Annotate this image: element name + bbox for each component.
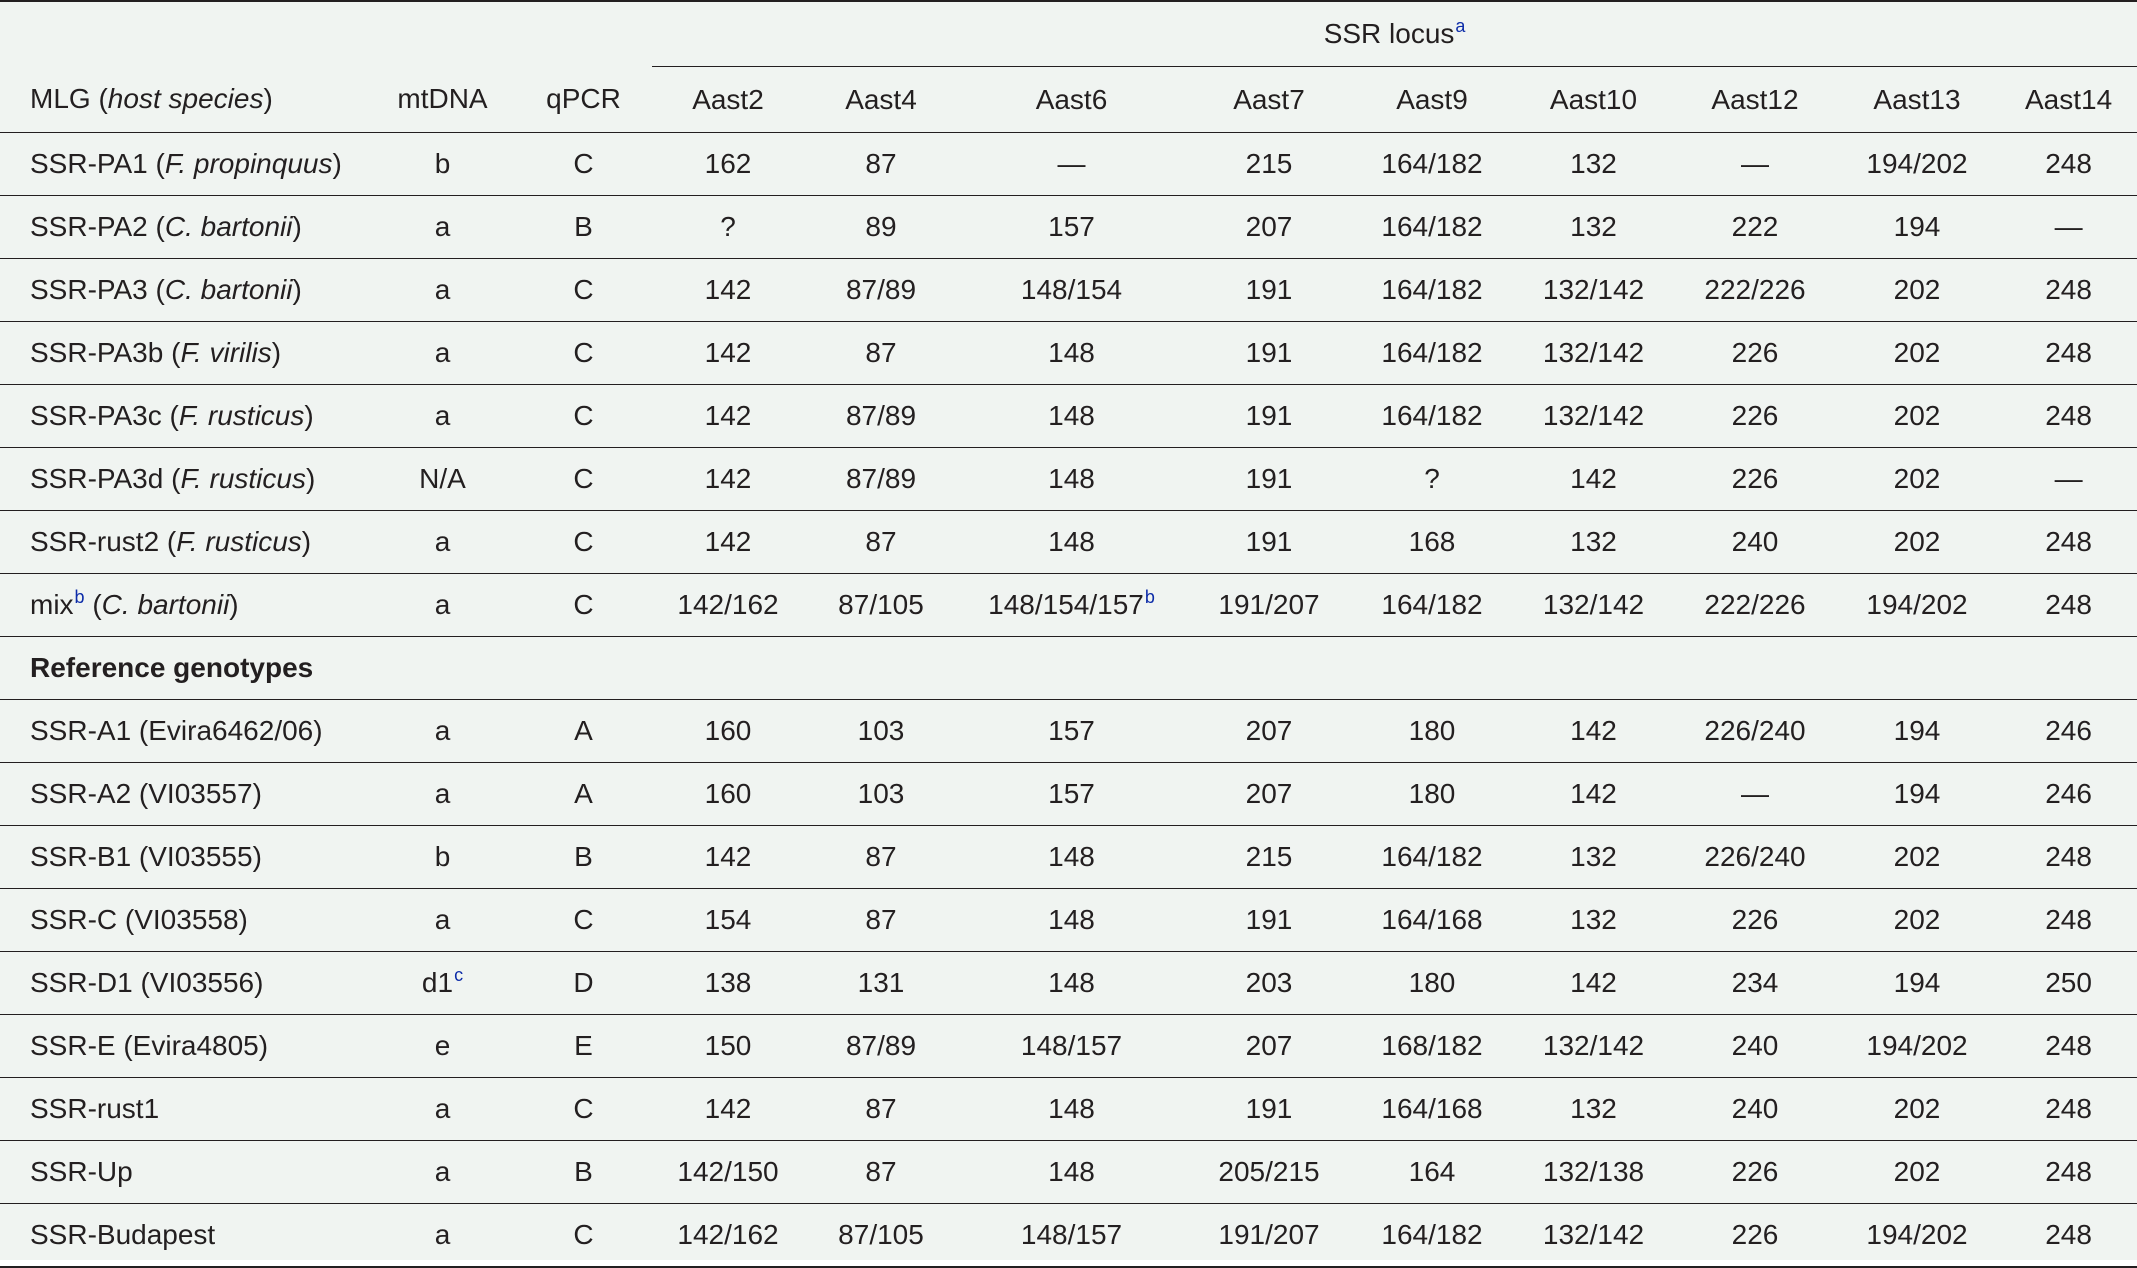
allele-cell: 180 bbox=[1353, 700, 1511, 763]
locus-header: Aast10 bbox=[1511, 67, 1676, 133]
allele-cell: 132/142 bbox=[1511, 574, 1676, 637]
allele-cell: 226/240 bbox=[1676, 826, 1834, 889]
mlg-cell: SSR-PA3d (F. rusticus) bbox=[0, 448, 370, 511]
qpcr-column-header: qPCR bbox=[515, 67, 652, 133]
allele-cell: 154 bbox=[652, 889, 804, 952]
allele-cell: 132 bbox=[1511, 196, 1676, 259]
allele-cell: 246 bbox=[2000, 763, 2137, 826]
table-body bbox=[0, 133, 2137, 1268]
allele-cell: 132 bbox=[1511, 511, 1676, 574]
allele-cell: 248 bbox=[2000, 889, 2137, 952]
table-row bbox=[0, 385, 2137, 448]
allele-cell: 226 bbox=[1676, 889, 1834, 952]
table-row bbox=[0, 826, 2137, 889]
allele-cell: 191 bbox=[1185, 448, 1353, 511]
allele-cell: 162 bbox=[652, 133, 804, 196]
mlg-name: SSR-A2 (VI03557) bbox=[30, 778, 262, 809]
allele-cell: 164 bbox=[1353, 1141, 1511, 1204]
allele-value: 148/154/157 bbox=[988, 589, 1144, 620]
allele-cell: 142 bbox=[1511, 448, 1676, 511]
mtdna-cell bbox=[370, 259, 515, 322]
allele-cell: 164/182 bbox=[1353, 322, 1511, 385]
host-species: F. propinquus bbox=[164, 148, 333, 179]
allele-cell: 142 bbox=[652, 385, 804, 448]
allele-cell: 87 bbox=[804, 133, 958, 196]
mlg-cell bbox=[0, 700, 370, 763]
allele-cell: — bbox=[1676, 133, 1834, 196]
mlg-name: SSR-rust1 bbox=[30, 1093, 160, 1124]
allele-cell: 148 bbox=[958, 511, 1185, 574]
allele-cell: 248 bbox=[2000, 133, 2137, 196]
allele-cell: 142/150 bbox=[652, 1141, 804, 1204]
qpcr-cell: D bbox=[515, 952, 652, 1015]
allele-cell: 248 bbox=[2000, 1078, 2137, 1141]
allele-cell: 132 bbox=[1511, 826, 1676, 889]
allele-cell bbox=[958, 574, 1185, 637]
qpcr-cell: C bbox=[515, 448, 652, 511]
allele-cell: 226 bbox=[1676, 1141, 1834, 1204]
allele-cell: 142 bbox=[1511, 763, 1676, 826]
mtdna-cell: a bbox=[370, 574, 515, 637]
mlg-cell bbox=[0, 889, 370, 952]
allele-cell: 207 bbox=[1185, 700, 1353, 763]
host-species: C. bartonii bbox=[164, 211, 293, 242]
allele-cell: 191/207 bbox=[1185, 574, 1353, 637]
qpcr-cell: C bbox=[515, 889, 652, 952]
mlg-name: SSR-Up bbox=[30, 1156, 133, 1187]
qpcr-cell: B bbox=[515, 826, 652, 889]
allele-cell: 142 bbox=[1511, 700, 1676, 763]
mtdna-value: a bbox=[434, 715, 451, 746]
mlg-cell: SSR-PA1 (F. propinquus) bbox=[0, 133, 370, 196]
allele-cell: 226 bbox=[1676, 1204, 1834, 1268]
mtdna-cell bbox=[370, 1078, 515, 1141]
mlg-cell: SSR-PA3 (C. bartonii) bbox=[0, 259, 370, 322]
mlg-cell bbox=[0, 952, 370, 1015]
allele-cell: 148 bbox=[958, 1078, 1185, 1141]
mtdna-cell bbox=[370, 385, 515, 448]
allele-cell: 202 bbox=[1834, 826, 2000, 889]
table-row-mix bbox=[0, 574, 2137, 637]
allele-cell: 202 bbox=[1834, 448, 2000, 511]
allele-cell: 148 bbox=[958, 952, 1185, 1015]
allele-cell: 248 bbox=[2000, 574, 2137, 637]
mlg-cell bbox=[0, 1204, 370, 1268]
qpcr-cell: C bbox=[515, 385, 652, 448]
mtdna-cell bbox=[370, 1015, 515, 1078]
mlg-cell bbox=[0, 1141, 370, 1204]
allele-cell: 240 bbox=[1676, 511, 1834, 574]
mlg-name: SSR-PA3 bbox=[30, 274, 148, 305]
allele-cell: ? bbox=[1353, 448, 1511, 511]
allele-cell: 148 bbox=[958, 889, 1185, 952]
allele-cell: 207 bbox=[1185, 196, 1353, 259]
allele-cell: 226 bbox=[1676, 322, 1834, 385]
allele-cell: 157 bbox=[958, 196, 1185, 259]
allele-cell: 87/89 bbox=[804, 448, 958, 511]
mlg-cell: SSR-PA2 (C. bartonii) bbox=[0, 196, 370, 259]
mtdna-value: a bbox=[434, 526, 451, 557]
allele-cell: 150 bbox=[652, 1015, 804, 1078]
allele-cell: 194 bbox=[1834, 952, 2000, 1015]
allele-cell: 248 bbox=[2000, 511, 2137, 574]
qpcr-cell: E bbox=[515, 1015, 652, 1078]
mlg-cell bbox=[0, 763, 370, 826]
table-row bbox=[0, 511, 2137, 574]
allele-cell: 132/142 bbox=[1511, 1204, 1676, 1268]
locus-header: Aast2 bbox=[652, 67, 804, 133]
allele-cell: 248 bbox=[2000, 1015, 2137, 1078]
mtdna-cell bbox=[370, 889, 515, 952]
mlg-name: SSR-Budapest bbox=[30, 1219, 216, 1250]
locus-header: Aast13 bbox=[1834, 67, 2000, 133]
allele-cell: 194/202 bbox=[1834, 574, 2000, 637]
reference-genotypes-heading: Reference genotypes bbox=[0, 637, 2137, 700]
mlg-name: SSR-C (VI03558) bbox=[30, 904, 248, 935]
allele-cell: 103 bbox=[804, 700, 958, 763]
allele-cell: 246 bbox=[2000, 700, 2137, 763]
mtdna-value: a bbox=[434, 274, 451, 305]
allele-cell: 148 bbox=[958, 1141, 1185, 1204]
locus-header: Aast14 bbox=[2000, 67, 2137, 133]
mtdna-cell bbox=[370, 1204, 515, 1268]
table-row bbox=[0, 1015, 2137, 1078]
allele-cell: 164/182 bbox=[1353, 196, 1511, 259]
mlg-name: SSR-PA3d bbox=[30, 463, 164, 494]
allele-cell: 226 bbox=[1676, 385, 1834, 448]
allele-cell: 132 bbox=[1511, 889, 1676, 952]
allele-cell: 222/226 bbox=[1676, 574, 1834, 637]
mlg-name: SSR-D1 (VI03556) bbox=[30, 967, 264, 998]
qpcr-cell: B bbox=[515, 1141, 652, 1204]
allele-cell: — bbox=[2000, 196, 2137, 259]
allele-cell: 87/105 bbox=[804, 1204, 958, 1268]
allele-cell: 202 bbox=[1834, 511, 2000, 574]
mlg-cell: SSR-PA3c (F. rusticus) bbox=[0, 385, 370, 448]
allele-cell: ? bbox=[652, 196, 804, 259]
table-row bbox=[0, 1078, 2137, 1141]
allele-cell: 164/182 bbox=[1353, 133, 1511, 196]
allele-cell: 142 bbox=[652, 448, 804, 511]
allele-cell: 142 bbox=[652, 259, 804, 322]
allele-cell: 191 bbox=[1185, 1078, 1353, 1141]
locus-header: Aast7 bbox=[1185, 67, 1353, 133]
mtdna-value: N/A bbox=[419, 463, 466, 494]
allele-cell: 207 bbox=[1185, 1015, 1353, 1078]
mtdna-value: a bbox=[434, 904, 451, 935]
allele-cell: — bbox=[1676, 763, 1834, 826]
allele-cell: 142 bbox=[652, 511, 804, 574]
allele-cell: 87/89 bbox=[804, 385, 958, 448]
table-row bbox=[0, 259, 2137, 322]
allele-cell: 191 bbox=[1185, 259, 1353, 322]
allele-cell: 87 bbox=[804, 511, 958, 574]
mtdna-cell bbox=[370, 511, 515, 574]
mlg-name: mix bbox=[30, 589, 74, 620]
mlg-cell bbox=[0, 1015, 370, 1078]
host-species: F. rusticus bbox=[176, 526, 302, 557]
host-species: F. rusticus bbox=[178, 400, 305, 431]
allele-cell: 248 bbox=[2000, 322, 2137, 385]
allele-cell: 148/157 bbox=[958, 1015, 1185, 1078]
host-species-label: host species bbox=[107, 83, 264, 115]
allele-cell: 138 bbox=[652, 952, 804, 1015]
allele-cell: 132/138 bbox=[1511, 1141, 1676, 1204]
mlg-name: SSR-E (Evira4805) bbox=[30, 1030, 269, 1061]
host-species: F. virilis bbox=[180, 337, 272, 368]
allele-cell: 191 bbox=[1185, 322, 1353, 385]
mlg-cell bbox=[0, 826, 370, 889]
allele-cell: 87 bbox=[804, 889, 958, 952]
table-row bbox=[0, 700, 2137, 763]
mtdna-value: b bbox=[434, 148, 451, 179]
allele-cell: 194 bbox=[1834, 196, 2000, 259]
allele-cell: 157 bbox=[958, 763, 1185, 826]
allele-cell: 202 bbox=[1834, 259, 2000, 322]
mtdna-value: b bbox=[434, 841, 451, 872]
allele-cell: 168/182 bbox=[1353, 1015, 1511, 1078]
allele-cell: 142 bbox=[652, 1078, 804, 1141]
allele-cell: 87/89 bbox=[804, 1015, 958, 1078]
allele-cell: 215 bbox=[1185, 826, 1353, 889]
mtdna-value: a bbox=[434, 400, 451, 431]
mtdna-cell bbox=[370, 826, 515, 889]
allele-cell: 240 bbox=[1676, 1078, 1834, 1141]
allele-cell: 148/157 bbox=[958, 1204, 1185, 1268]
allele-cell: 87 bbox=[804, 1078, 958, 1141]
mtdna-value: a bbox=[434, 1156, 451, 1187]
mtdna-cell bbox=[370, 322, 515, 385]
section-row bbox=[0, 637, 2137, 700]
allele-cell: 164/182 bbox=[1353, 826, 1511, 889]
table-row bbox=[0, 889, 2137, 952]
mlg-name: SSR-PA3c bbox=[30, 400, 162, 431]
allele-cell: 194/202 bbox=[1834, 1015, 2000, 1078]
mlg-name: SSR-PA2 bbox=[30, 211, 148, 242]
allele-cell: 148 bbox=[958, 448, 1185, 511]
allele-cell: 215 bbox=[1185, 133, 1353, 196]
allele-cell: 87/89 bbox=[804, 259, 958, 322]
allele-cell: 164/182 bbox=[1353, 1204, 1511, 1268]
allele-cell: 248 bbox=[2000, 1141, 2137, 1204]
mlg-label: MLG bbox=[30, 83, 91, 115]
qpcr-cell: A bbox=[515, 700, 652, 763]
table-row bbox=[0, 763, 2137, 826]
allele-cell: 194/202 bbox=[1834, 1204, 2000, 1268]
allele-cell: 164/182 bbox=[1353, 385, 1511, 448]
qpcr-cell: A bbox=[515, 763, 652, 826]
allele-cell: 191 bbox=[1185, 889, 1353, 952]
allele-cell: 164/168 bbox=[1353, 889, 1511, 952]
footnote-b[interactable]: b bbox=[74, 587, 85, 607]
allele-cell: 132/142 bbox=[1511, 322, 1676, 385]
allele-cell: — bbox=[2000, 448, 2137, 511]
allele-cell: 148/154 bbox=[958, 259, 1185, 322]
allele-cell: 205/215 bbox=[1185, 1141, 1353, 1204]
allele-cell: 180 bbox=[1353, 952, 1511, 1015]
allele-cell: 222/226 bbox=[1676, 259, 1834, 322]
allele-cell: 148 bbox=[958, 322, 1185, 385]
allele-cell: 226/240 bbox=[1676, 700, 1834, 763]
allele-cell: 142/162 bbox=[652, 1204, 804, 1268]
mlg-cell: mix$^b$ (C. bartonii) bbox=[0, 574, 370, 637]
mtdna-value: a bbox=[434, 1093, 451, 1124]
qpcr-cell: C bbox=[515, 511, 652, 574]
allele-cell: 202 bbox=[1834, 385, 2000, 448]
mtdna-cell bbox=[370, 196, 515, 259]
allele-cell: 194/202 bbox=[1834, 133, 2000, 196]
allele-cell: 142 bbox=[652, 826, 804, 889]
allele-cell: 103 bbox=[804, 763, 958, 826]
mlg-column-header: MLG (host species) bbox=[0, 67, 370, 133]
allele-cell: 202 bbox=[1834, 889, 2000, 952]
allele-cell: 168 bbox=[1353, 511, 1511, 574]
mlg-name: SSR-PA1 bbox=[30, 148, 148, 179]
allele-cell: 164/182 bbox=[1353, 574, 1511, 637]
qpcr-cell: C bbox=[515, 259, 652, 322]
mtdna-column-header: mtDNA bbox=[370, 67, 515, 133]
allele-cell: 248 bbox=[2000, 259, 2137, 322]
qpcr-cell: C bbox=[515, 322, 652, 385]
allele-cell: 132/142 bbox=[1511, 385, 1676, 448]
allele-cell: 202 bbox=[1834, 1078, 2000, 1141]
mtdna-cell bbox=[370, 133, 515, 196]
allele-cell: 148 bbox=[958, 826, 1185, 889]
table-row bbox=[0, 1141, 2137, 1204]
mtdna-cell bbox=[370, 1141, 515, 1204]
table-row bbox=[0, 133, 2137, 196]
footnote-a[interactable]: a bbox=[1455, 16, 1466, 36]
host-species: C. bartonii bbox=[164, 274, 293, 305]
allele-cell: 191 bbox=[1185, 385, 1353, 448]
allele-cell: 207 bbox=[1185, 763, 1353, 826]
qpcr-cell: C bbox=[515, 1078, 652, 1141]
allele-cell: 164/168 bbox=[1353, 1078, 1511, 1141]
mlg-cell bbox=[0, 1078, 370, 1141]
qpcr-cell: C bbox=[515, 574, 652, 637]
table-header bbox=[0, 1, 2137, 133]
allele-cell: 132 bbox=[1511, 1078, 1676, 1141]
allele-cell: — bbox=[958, 133, 1185, 196]
ssr-locus-label: SSR locus bbox=[1323, 18, 1455, 49]
allele-cell: 191/207 bbox=[1185, 1204, 1353, 1268]
mtdna-value: e bbox=[434, 1030, 451, 1061]
allele-cell: 203 bbox=[1185, 952, 1353, 1015]
mtdna-cell bbox=[370, 448, 515, 511]
table-row bbox=[0, 448, 2137, 511]
mtdna-value: a bbox=[434, 1219, 451, 1250]
allele-cell: 191 bbox=[1185, 511, 1353, 574]
qpcr-cell: C bbox=[515, 1204, 652, 1268]
mlg-cell: SSR-PA3b (F. virilis) bbox=[0, 322, 370, 385]
locus-header: Aast4 bbox=[804, 67, 958, 133]
allele-cell: 194 bbox=[1834, 763, 2000, 826]
allele-cell: 142 bbox=[1511, 952, 1676, 1015]
locus-header: Aast9 bbox=[1353, 67, 1511, 133]
allele-cell: 248 bbox=[2000, 385, 2137, 448]
allele-cell: 132 bbox=[1511, 133, 1676, 196]
allele-cell: 160 bbox=[652, 700, 804, 763]
mlg-name: SSR-PA3b bbox=[30, 337, 164, 368]
allele-cell: 87/105 bbox=[804, 574, 958, 637]
allele-cell: 248 bbox=[2000, 1204, 2137, 1268]
table-row bbox=[0, 1204, 2137, 1268]
qpcr-cell: B bbox=[515, 196, 652, 259]
locus-header: Aast6 bbox=[958, 67, 1185, 133]
mtdna-cell bbox=[370, 700, 515, 763]
allele-cell: 202 bbox=[1834, 322, 2000, 385]
mlg-name: SSR-A1 (Evira6462/06) bbox=[30, 715, 323, 746]
table-row bbox=[0, 322, 2137, 385]
allele-cell: 250 bbox=[2000, 952, 2137, 1015]
locus-header: Aast12 bbox=[1676, 67, 1834, 133]
allele-cell: 234 bbox=[1676, 952, 1834, 1015]
header-spacer bbox=[0, 1, 652, 67]
mtdna-cell bbox=[370, 952, 515, 1015]
mtdna-value: a bbox=[434, 337, 451, 368]
allele-cell: 132/142 bbox=[1511, 1015, 1676, 1078]
allele-cell: 226 bbox=[1676, 448, 1834, 511]
mtdna-value: d1 bbox=[421, 967, 454, 998]
allele-cell: 87 bbox=[804, 1141, 958, 1204]
mtdna-value: a bbox=[434, 778, 451, 809]
allele-cell: 222 bbox=[1676, 196, 1834, 259]
host-species: C. bartonii bbox=[101, 589, 230, 620]
mtdna-value: a bbox=[434, 211, 451, 242]
allele-cell: 132/142 bbox=[1511, 259, 1676, 322]
ssr-locus-header bbox=[652, 1, 2137, 67]
allele-cell: 164/182 bbox=[1353, 259, 1511, 322]
allele-cell: 87 bbox=[804, 322, 958, 385]
footnote-c[interactable]: c bbox=[454, 965, 464, 985]
allele-cell: 240 bbox=[1676, 1015, 1834, 1078]
allele-cell: 142 bbox=[652, 322, 804, 385]
qpcr-cell: C bbox=[515, 133, 652, 196]
mlg-name: SSR-rust2 bbox=[30, 526, 160, 557]
allele-cell: 87 bbox=[804, 826, 958, 889]
host-species: F. rusticus bbox=[180, 463, 306, 494]
allele-cell: 202 bbox=[1834, 1141, 2000, 1204]
footnote-b[interactable]: b bbox=[1144, 587, 1155, 607]
allele-cell: 89 bbox=[804, 196, 958, 259]
table-row bbox=[0, 196, 2137, 259]
allele-cell: 148 bbox=[958, 385, 1185, 448]
allele-cell: 142/162 bbox=[652, 574, 804, 637]
table-row bbox=[0, 952, 2137, 1015]
allele-cell: 157 bbox=[958, 700, 1185, 763]
allele-cell: 160 bbox=[652, 763, 804, 826]
allele-cell: 194 bbox=[1834, 700, 2000, 763]
allele-cell: 180 bbox=[1353, 763, 1511, 826]
mlg-name: SSR-B1 (VI03555) bbox=[30, 841, 262, 872]
allele-cell: 248 bbox=[2000, 826, 2137, 889]
mtdna-cell bbox=[370, 763, 515, 826]
mlg-cell: SSR-rust2 (F. rusticus) bbox=[0, 511, 370, 574]
allele-cell: 131 bbox=[804, 952, 958, 1015]
